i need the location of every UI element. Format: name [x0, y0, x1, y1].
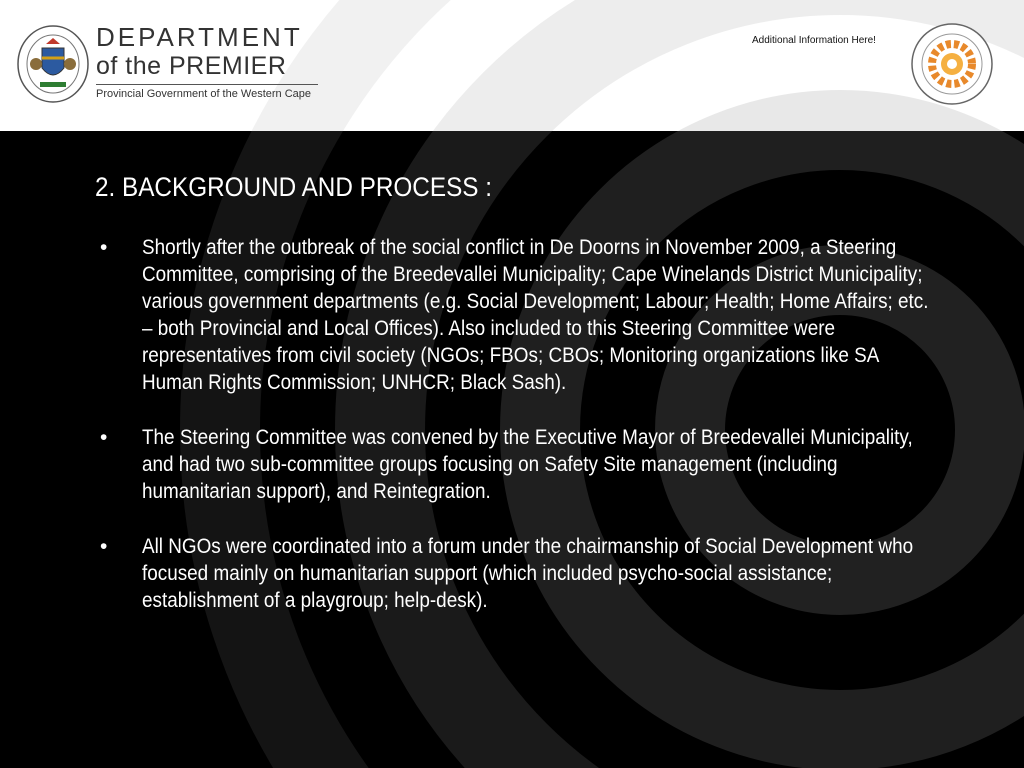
additional-info-text: Additional Information Here!	[752, 35, 876, 46]
western-cape-seal-icon	[910, 22, 994, 106]
department-title: DEPARTMENT	[96, 22, 303, 52]
logo-divider	[96, 84, 318, 85]
bullet-list	[100, 234, 1000, 642]
bullet-text: Shortly after the outbreak of the social conflict in De Doorns in November 2009, a Steering Committee, comprising of the Breedevallei Municipality; Cape Winelands District Municipality; various government departments (e.g. Social Development; Labour; Health; Home Affairs; etc. – both Provincial and Local Offices). Also included to this Steering Committee were representatives from civil society (NGOs; FBOs; CBOs; Monitoring organizations like SA Human Rights Commission; UNHCR; Black Sash).	[142, 236, 929, 394]
provincial-crest-icon	[16, 24, 90, 104]
bullet-marker: •	[100, 236, 108, 259]
bullet-text: All NGOs were coordinated into a forum under the chairmanship of Social Development who focused mainly on humanitarian support (which included psycho-social assistance; establishment of a playgroup; help-desk).	[142, 535, 914, 612]
bullet-item	[100, 234, 1000, 396]
bullet-text: The Steering Committee was convened by the Executive Mayor of Breedevallei Municipality, and had two sub-committee groups focusing on Safety Site management (including humanitarian support), and Reintegration.	[142, 426, 913, 503]
bullet-item	[100, 533, 1000, 614]
bullet-marker: •	[100, 426, 108, 449]
department-subtitle: of the PREMIER	[96, 52, 287, 80]
bullet-item	[100, 424, 1000, 505]
department-logo	[96, 23, 326, 103]
bullet-marker: •	[100, 535, 108, 558]
slide-title: 2. BACKGROUND AND PROCESS :	[95, 172, 492, 202]
department-tagline: Provincial Government of the Western Cape	[96, 88, 312, 100]
